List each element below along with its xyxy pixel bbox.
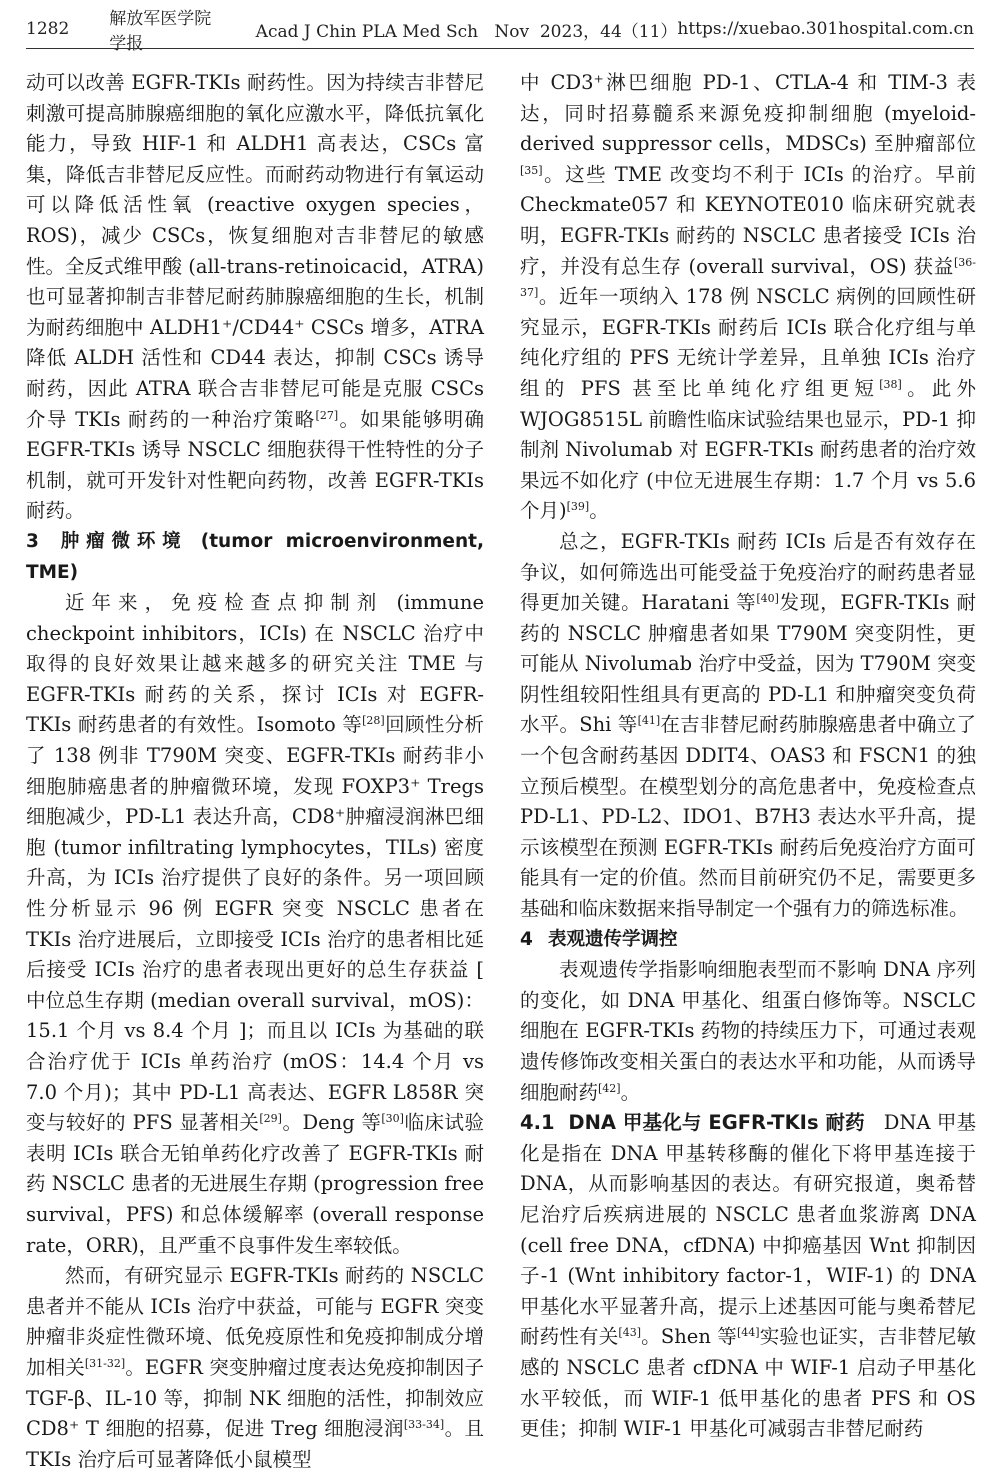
citation[interactable]: [43] — [618, 1326, 641, 1340]
citation[interactable]: [33-34] — [403, 1418, 445, 1432]
section-heading-3: 3 肿瘤微环境 (tumor microenvironment, TME) — [26, 530, 484, 583]
subsection-heading-4-1: 4.1 DNA 甲基化与 EGFR-TKIs 耐药 — [520, 1111, 865, 1135]
citation[interactable]: [35] — [520, 163, 543, 177]
citation[interactable]: [38] — [879, 377, 902, 391]
paragraph: 表观遗传学指影响细胞表型而不影响 DNA 序列的变化，如 DNA 甲基化、组蛋白修饰等。NSCLC 细胞在 EGFR-TKIs 药物的持续压力下，可通过表观遗传修饰改变相关蛋白的表达水平和功能，从而诱导细胞耐药[42]。 — [520, 958, 976, 1104]
paragraph: 中 CD3⁺淋巴细胞 PD-1、CTLA-4 和 TIM-3 表达，同时招募髓系来源免疫抑制细胞 (myeloid-derived suppressor cells，MDSCs) 至肿瘤部位[35]。这些 TME 改变均不利于 ICIs 的治疗。早前 Checkmate057 和 KEYNOTE010 临床研究就表明，EGFR-TKIs 耐药的 NSCLC 患者接受 ICIs 治疗，并没有总生存 (overall survival，OS) 获益[36-37]。近年一项纳入 178 例 NSCLC 病例的回顾性研究显示，EGFR-TKIs 耐药后 ICIs 联合化疗组与单纯化疗组的 PFS 无统计学差异，且单独 ICIs 治疗组的 PFS 甚至比单纯化疗组更短[38]。此外 WJOG8515L 前瞻性临床试验结果也显示，PD-1 抑制剂 Nivolumab 对 EGFR-TKIs 耐药患者的治疗效果远不如化疗 (中位无进展生存期：1.7 个月 vs 5.6 个月)[39]。 — [520, 71, 976, 523]
citation[interactable]: [30] — [381, 1112, 404, 1126]
paragraph: 总之，EGFR-TKIs 耐药 ICIs 后是否有效存在争议，如何筛选出可能受益于免疫治疗的耐药患者显得更加关键。Haratani 等[40]发现，EGFR-TKIs 耐药的 NSCLC 肿瘤患者如果 T790M 突变阴性，更可能从 Nivolumab 治疗中受益，因为 T790M 突变阴性组较阳性组具有更高的 PD-L1 和肿瘤突变负荷水平。Shi 等[41]在吉非替尼耐药肺腺癌患者中确立了一个包含耐药基因 DDIT4、OAS3 和 FSCN1 的独立预后模型。在模型划分的高危患者中，免疫检查点 PD-L1、PD-L2、IDO1、B7H3 表达水平升高，提示该模型在预测 EGFR-TKIs 耐药后免疫治疗方面可能具有一定的价值。然而目前研究仍不足，需要更多基础和临床数据来指导制定一个强有力的筛选标准。 — [520, 529, 976, 921]
citation[interactable]: [36-37] — [520, 255, 976, 300]
citation[interactable]: [27] — [315, 408, 339, 422]
journal-title-en: Acad J Chin PLA Med Sch Nov 2023，44（11） — [255, 21, 678, 42]
citation[interactable]: [31-32] — [84, 1356, 126, 1370]
paragraph: 4.1 DNA 甲基化与 EGFR-TKIs 耐药 DNA 甲基化是指在 DNA 甲基转移酶的催化下将甲基连接于 DNA，从而影响基因的表达。有研究报道，奥希替尼治疗后疾病进展的 NSCLC 患者血浆游离 DNA (cell free DNA，cfDNA) 中抑癌基因 Wnt 抑制因子-1 (Wnt inhibitory factor-1，WIF-1) 的 DNA 甲基化水平显著升高，提示上述基因可能与奥希替尼耐药性有关[43]。Shen 等[44]实验也证实，吉非替尼敏感的 NSCLC 患者 cfDNA 中 WIF-1 启动子甲基化水平较低，而 WIF-1 低甲基化的患者 PFS 和 OS 更佳；抑制 WIF-1 甲基化可减弱吉非替尼耐药 — [520, 1111, 976, 1441]
journal-title-cn: 解放军医学院学报 — [109, 9, 212, 54]
journal-url[interactable]: https://xuebao.301hospital.com.cn — [677, 19, 974, 39]
right-column — [520, 68, 976, 1445]
citation[interactable]: [42] — [598, 1081, 621, 1095]
paragraph: 近年来，免疫检查点抑制剂 (immune checkpoint inhibitors，ICIs) 在 NSCLC 治疗中取得的良好效果让越来越多的研究关注 TME 与 EGFR-TKIs 耐药的关系，探讨 ICIs 对 EGFR-TKIs 耐药患者的有效性。Isomoto 等[28]回顾性分析了 138 例非 T790M 突变、EGFR-TKIs 耐药非小细胞肺癌患者的肿瘤微环境，发现 FOXP3⁺ Tregs 细胞减少，PD-L1 表达升高，CD8⁺肿瘤浸润淋巴细胞 (tumor infiltrating lymphocytes，TILs) 密度升高，为 ICIs 治疗提供了良好的条件。另一项回顾性分析显示 96 例 EGFR 突变 NSCLC 患者在 TKIs 治疗进展后，立即接受 ICIs 治疗的患者相比延后接受 ICIs 治疗的患者表现出更好的总生存获益 [ 中位总生存期 (median overall survival，mOS)：15.1 个月 vs 8.4 个月 ]；而且以 ICIs 为基础的联合治疗优于 ICIs 单药治疗 (mOS：14.4 个月 vs 7.0 个月)；其中 PD-L1 高表达、EGFR L858R 突变与较好的 PFS 显著相关[29]。Deng 等[30]临床试验表明 ICIs 联合无铂单药化疗改善了 EGFR-TKIs 耐药 NSCLC 患者的无进展生存期 (progression free survival，PFS) 和总体缓解率 (overall response rate，ORR)，且严重不良事件发生率较低。 — [26, 591, 484, 1257]
section-heading-4: 4 表观遗传学调控 — [520, 928, 678, 950]
page-number: 1282 — [26, 19, 70, 39]
citation[interactable]: [39] — [566, 500, 590, 514]
citation[interactable]: [40] — [756, 592, 779, 606]
running-header — [26, 9, 974, 54]
citation[interactable]: [29] — [259, 1112, 282, 1126]
left-column — [26, 68, 484, 1475]
citation[interactable]: [28] — [362, 714, 385, 728]
header-rule — [26, 48, 974, 49]
paragraph: 动可以改善 EGFR-TKIs 耐药性。因为持续吉非替尼刺激可提高肺腺癌细胞的氧化应激水平，降低抗氧化能力，导致 HIF-1 和 ALDH1 高表达，CSCs 富集，降低吉非替尼反应性。而耐药动物进行有氧运动可以降低活性氧 (reactive oxygen species，ROS)，减少 CSCs，恢复细胞对吉非替尼的敏感性。全反式维甲酸 (all-trans-retinoicacid，ATRA) 也可显著抑制吉非替尼耐药肺腺癌细胞的生长，机制为耐药细胞中 ALDH1⁺/CD44⁺ CSCs 增多，ATRA 降低 ALDH 活性和 CD44 表达，抑制 CSCs 诱导耐药，因此 ATRA 联合吉非替尼可能是克服 CSCs 介导 TKIs 耐药的一种治疗策略[27]。如果能够明确 EGFR-TKIs 诱导 NSCLC 细胞获得干性特性的分子机制，就可开发针对性靶向药物，改善 EGFR-TKIs 耐药。 — [26, 71, 484, 523]
paragraph: 然而，有研究显示 EGFR-TKIs 耐药的 NSCLC 患者并不能从 ICIs 治疗中获益，可能与 EGFR 突变肿瘤非炎症性微环境、低免疫原性和免疫抑制成分增加相关[31-32]。EGFR 突变肿瘤过度表达免疫抑制因子 TGF-β、IL-10 等，抑制 NK 细胞的活性，抑制效应 CD8⁺ T 细胞的招募，促进 Treg 细胞浸润[33-34]。且 TKIs 治疗后可显著降低小鼠模型 — [26, 1264, 484, 1471]
citation[interactable]: [44] — [736, 1326, 760, 1340]
citation[interactable]: [41] — [637, 714, 661, 728]
